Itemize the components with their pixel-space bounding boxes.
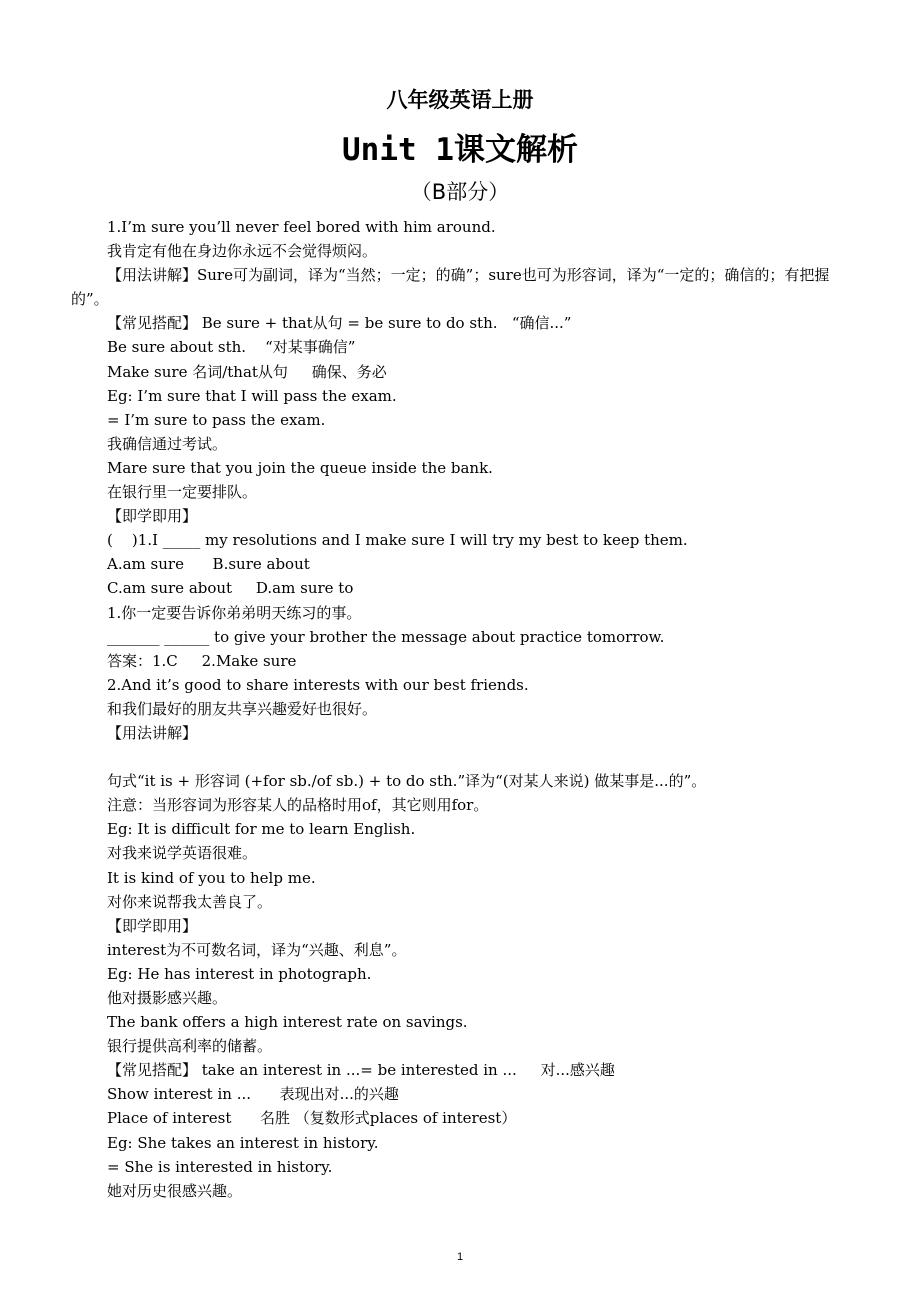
text-line: 我肯定有他在身边你永远不会觉得烦闷。 bbox=[107, 242, 378, 261]
text-line: = She is interested in history. bbox=[107, 1157, 333, 1176]
text-line: 对我来说学英语很难。 bbox=[107, 844, 258, 863]
text-line: C.am sure about D.am sure to bbox=[107, 579, 354, 598]
text-line: 【即学即用】 bbox=[107, 507, 198, 526]
text-line: Eg: She takes an interest in history. bbox=[107, 1133, 379, 1152]
text-line: It is kind of you to help me. bbox=[107, 868, 316, 887]
text-line: 【用法讲解】Sure可为副词，译为“当然；一定；的确”；sure也可为形容词，译为“一定的；确信的；有把握的”。 bbox=[71, 266, 830, 309]
body-text bbox=[71, 215, 851, 1203]
unit-title: Unit 1课文解析 bbox=[342, 132, 578, 168]
text-line: Be sure about sth. “对某事确信” bbox=[107, 338, 356, 357]
text-line: 对你来说帮我太善良了。 bbox=[107, 892, 273, 911]
text-line: Place of interest 名胜 （复数形式places of interest） bbox=[107, 1109, 517, 1128]
text-line: 他对摄影感兴趣。 bbox=[107, 989, 228, 1007]
text-line: The bank offers a high interest rate on savings. bbox=[107, 1013, 468, 1032]
text-line: 银行提供高利率的储蓄。 bbox=[107, 1037, 273, 1056]
text-line: 和我们最好的朋友共享兴趣爱好也很好。 bbox=[107, 699, 378, 718]
blank-line bbox=[71, 745, 851, 769]
text-line: 1.你一定要告诉你弟弟明天练习的事。 bbox=[107, 603, 362, 622]
text-line: ( )1.I _____ my resolutions and I make sure I will try my best to keep them. bbox=[107, 531, 688, 550]
text-line: 【用法讲解】 bbox=[107, 723, 198, 742]
text-line: Mare sure that you join the queue inside the bank. bbox=[107, 458, 493, 477]
text-line: Make sure 名词/that从句 确保、务必 bbox=[107, 362, 387, 381]
text-line: = I’m sure to pass the exam. bbox=[107, 410, 326, 429]
text-line: 注意：当形容词为形容某人的品格时用of，其它则用for。 bbox=[107, 796, 489, 815]
text-line: 【常见搭配】 Be sure + that从句 = be sure to do sth. “确信...” bbox=[107, 314, 572, 333]
text-line: 答案：1.C 2.Make sure bbox=[107, 651, 297, 670]
text-line: _______ ______ to give your brother the message about practice tomorrow. bbox=[107, 627, 665, 646]
text-line: Eg: He has interest in photograph. bbox=[107, 964, 372, 983]
part-title: （B部分） bbox=[410, 180, 510, 204]
text-line: 2.And it’s good to share interests with our best friends. bbox=[107, 675, 529, 694]
text-line: 句式“it is + 形容词 (+for sb./of sb.) + to do sth.”译为“(对某人来说) 做某事是...的”。 bbox=[107, 772, 707, 791]
text-line: 我确信通过考试。 bbox=[107, 434, 228, 453]
text-line: interest为不可数名词，译为“兴趣、利息”。 bbox=[107, 940, 407, 959]
text-line: Show interest in ... 表现出对...的兴趣 bbox=[107, 1085, 399, 1104]
text-line: 1.I’m sure you’ll never feel bored with him around. bbox=[107, 218, 496, 236]
text-line: 【即学即用】 bbox=[107, 916, 198, 935]
grade-title: 八年级英语上册 bbox=[386, 88, 534, 112]
text-line: Eg: It is difficult for me to learn English. bbox=[107, 820, 416, 839]
text-line: 她对历史很感兴趣。 bbox=[107, 1181, 243, 1200]
text-line: Eg: I’m sure that I will pass the exam. bbox=[107, 386, 397, 405]
text-line: A.am sure B.sure about bbox=[107, 555, 310, 574]
page-number: 1 bbox=[456, 1251, 464, 1263]
text-line: 在银行里一定要排队。 bbox=[107, 483, 258, 502]
text-line: 【常见搭配】 take an interest in ...= be interested in ... 对...感兴趣 bbox=[107, 1061, 615, 1080]
